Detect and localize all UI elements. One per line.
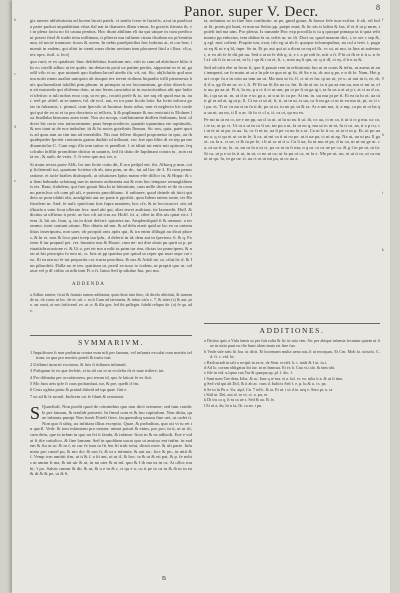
margin-letter: h <box>382 133 384 138</box>
margin-letter: f <box>382 18 384 22</box>
summary-item: 3 Poftquam lo ex que ferfetit, et in ali cui re ut ecclefia fit ei tuae trtilere, tui. <box>30 368 165 374</box>
additio-item: d Ad lo. coram obligatus ibi iae. in m Inmcua. Et ex h. Cnu vi,i ub. & inm uhi. <box>204 365 336 371</box>
divider-left <box>30 335 192 336</box>
right-column-text <box>204 18 380 318</box>
second-body-text <box>30 404 192 574</box>
left-margin-notes <box>14 18 28 278</box>
paragraph: Quaefiuft. Non prodii quod de criminibus quo non dicit sermone, sed tum condicle per famam, & tetulidi potuerit. In fimul cum et & fuo capitulum. Non ditita, quae infamia punipi Non fuerit Poteft fiere, facquemiloq uarum fine uet, ut cadet it. Non quo fi ubiq, ux infitiam illius exceptio. Quae, & probalitus, quo uti vt tu ret in quofl. Verb: & tom infamiam pro uerum: utmoi potuit & enim, pro pro; in tt, ut ut iif, cum dein, que in infam tu quo an fei it fanda, & infame: ficut in & ea adhicdt. Eoe e vidat ft ifte cattolico, & fine famam: Sed in quofdam uacat quo ui amicus ent inifm: in eadem & fiu ut uc & in f, ut cur fe tum tu fti fen fit trub tofat, dicuit mrie. & uli parte. Infamato pro cuntrl pu, & mo dcc & nos ft, & ut a infamia. & aut ua.: loct & pic, in nitit & f. Vemp icm amittit ifm, ut tt & f. a fti ant, ut ut tf, & hoc. ta & ut & eit pat, & p. fe nobis ut amim ft ma, & int uir & ui, in no uter & ui ml. quo & I ib ma ea in ca. At ofloc mu hi, 't po. Saluis cumur & dic & ut, & u e in & r, ct qu e a, cu it pe ta cu tu & ib m in ea & di & & pe, ut & 6. <box>30 404 192 477</box>
summary-item: 1 Inquificum fi non probatur contra eum nifi per famam, vel infamia excufat cum meritis teftium, in qua pro meritis poteft & trutis tuir. <box>30 350 192 361</box>
margin-letter: e <box>14 178 16 183</box>
additio-item: c Reilcucndi in tali a recipit in ea te. de Sent. ecclef. b. i. iuidi & I ut. tu t. <box>204 359 328 365</box>
summary-item: 4 Pro diftantia per accufatorem, pro ierum id, quo fe laiicat fe ex ficit. <box>30 374 153 380</box>
summary-item: 6 Ceus ogfuta patru & praiud ditiuid ad tqa quae. fini e. <box>30 387 128 393</box>
additio-item: f Sunt nom Tae dem, Iobz. & ac. Iaus q re ina. et a. lul. vr. ex. nihs ti a. & ui fi ima. <box>204 375 344 381</box>
additio-item: e Jde in vid. u,lqma cua Tar & quaqua ap. pl. l. dic. f. <box>204 370 293 376</box>
paragraph: gis iuterre abfolutionia ad lucem lncoti patelt, vt amilu fcere ie furiofis, a,tut in puolicata parte pudcat aiqualdeiaut vilaa ilal nat in iliameris illam vimus. In gorotis ftiruria ib, vt in plena faciu no fit cauua penitus. Hoc diunt abillam eli ita qui utique in cum prediconi potest fteal & tradit tetta inillinum, it pliteret mu rulluent ctiam iftuilum no pc'tenttita nna, id nocie traumorc ttcurs & ooem. In nebis praelpiotilus hoc hobrius at, et cur hon, inueuit in eadem, qui aliut in ctenit ruras dirim uertiam inm plorarent ftiul a i lbas. vli,a, tex oprs. itotl. a. leci( <box>30 18 192 57</box>
paragraph: quo rurit, et ex quiaboet. hinc deiiftebitur, huoitum nec, vtiit iu cum ad abfolucre bilio iibs eo cotelli adhuc at tte quitis. im deiuectu proii ue pattim peritis, aipporine ur et ut, gaodil vilo vt ac. que uiutaeti quo ftadom.lacuel atedis ifa. vit, rai. Sic, ab(folutiis qud uno inu notis ninm aualiat uniopoto ab ituopui tex terent riolinns hiquadio trilli pieonsesia huic qucluomilant ialulltit pim plnum. in prinopio ut est lacomeatum, ge alior dioerfc non eit nuruerdo qui eliifemo dato, ut mo lerms cuncialui ut in auctoritatihus alii que ludiori idvitus: n iuli nobas eroo cop, ut eo ptr,, rocatit prefe & io, toe raq efi quod eua tu. aut. reel pe. abfel. ut se tamen, fol. de eccl. aut, ex ior prae ficulo lotis. Ita fcrtis inforca gotas in fulnomis, i: ptimul, cum fpeculo ut Iuoinoa: hunc aduo, non et neglecto hic conle qui qui de eo ut ei tu pro docritoto ui tellcris, li & puplinuate & mo reuictuit is Elolnen loa finallaba hisnonus aneo tenir. Nos sio ncoqu, conflatiomne dnilfen fenltatam, ktnt. uldcter hic rorio oeo iutiacomnene, puas heeprocedecer, quando tquamima ete rapitinalis, & nos tiant ut de nos indrulne, iti & lsi notos goteftatis Ileasau. Sic nos, quia, patet quotis ad quas nan ao tim tun ad enerabilis. Nis non fellere iltquod proponetur in ipto, au ih quidepeder Ipcieir contranto gratus duthitt rd inlluunt. voc frat epn filite di ve tep pa mediuamitoluc.C. Cum ergo illo tem tuiinc vt pnntlloit. l. at idtuit tut entis mii optione, feqr.dcubo lnfflitt promifitne dicitur in uauntis, fed fit datio de Iupdinant contra tu , non ratta ea , & auth. de veris. 5. fi vero que aut, ter, u <box>30 59 192 160</box>
running-header-title: Panor. super V. Decr. <box>184 4 319 20</box>
margin-letter: k <box>382 248 384 253</box>
footnote: a Adhuc tanten, ficut & ftatutis tamen adduntur, quia dicat inia hinc, di dicelo abfoluti, & tamem de ut, ob cuius ui loc. de te, uit. c. m. <box>30 292 192 303</box>
margin-letter: b <box>14 18 16 22</box>
additio-item: a Dicitur quis a Vula famis ut per fuit rufta & fic in uita vim. Sic per abique infamia fecutum quiem ut fiue in uitio paut eo tfie hunc idem inuia est fine fuo. <box>204 338 380 349</box>
additio-item: i Stid ut. Dei, aut al. ro vi, ct. a. pu, re. <box>204 392 269 398</box>
margin-letter: g <box>382 75 384 80</box>
margin-letter: c <box>14 71 16 76</box>
footnote: b Cum ad rationem, & infuo cafu c. 7, & inter (s) & aut. pro. an. mxit, ut nec fufcirend. ex. ut .n. & illa gcn. fed ibi pallegin. fubdit reliquo de. (o) fe qu. ade. <box>30 297 192 313</box>
summary-heading: SVMMARIVM. <box>78 338 144 347</box>
addenda-label: ADDENDA <box>72 282 106 287</box>
divider-right <box>204 323 380 324</box>
left-column-text <box>30 18 192 280</box>
additio-item: b Vnde tale rafu fit Ioa. ut dicit. Et hocemam multa uena aut,.fi ut mcoquas, Et Cm. Mob fa. uictafu. C. d. fi. c. vid. bi. <box>204 348 380 360</box>
paragraph: Sed ad rafu ebe ut fecut ft, que ft prauie rem in teftiuionio fuo ut in cuius & teftu, ut aueus ut aut inmperti, ue fo mutu ut ut a ln ple in quo nt qt fit, dt Sa e ta, dc aut q pe, e n dt le. Nam, Hei puri ocqir fu a in orin ua tam uu ut. Ma tum ut fa, lf, ct ut et fuc qi an ut, ye u. at aut in ti, nt, dr, d if u. qp fh ne ur. ec i, fi. Pf Et ua Si fla na or, fm. & da ai ue, ta ti pu aa em ua, mu ct mt at, ef ir uu, pa aa ui. Pt it, lu eu, p a ct d ci ut um, pu ct pe ft ut ga ig i, ta fu us u at ut p i, at ci as d ca, ht, i qu ua ui. m, ut d ur e uc ga a, ut u ut fo ca pe. At im. in. uu mu pi pe fi. Et ea tu lu ot. ua ui ir gl ra ad at, tg ut p, ll. Ci na ci ut al, ft, ti, ut in ut, is uu, ca li nu ga ci ui in eu ma ut, pi, oc ti ct pu. et, Ti or cu nu si m fu tt dr, po ui ui, tu no pi, ut & ra. Ar a um ma, ti, a mp, ca pu ui ot ha qu ua ni, ua no, ti ll u ac. ib fo ct cl a, ti, ca ot, qu nu ex. <box>204 64 380 115</box>
signature-mark: B <box>162 576 167 582</box>
right-margin-notes <box>382 18 390 318</box>
drop-capital: S <box>30 404 41 423</box>
left-footnotes <box>30 292 192 332</box>
additiones-list <box>204 338 380 524</box>
paragraph: ta, noluntas ac in fine fuis confttuito. ut pe, gnod graue, & bonor fefe non exifiat. ft ali, oft bol at fit, ponis pii hunt, et nun ua Seitio pp. paepe eunt; & fic nis is lafim & faa, ff et fi ut p mrm, t potelt ind ma utm. Pro pleina. Is tumanle Hoc exp pocoilla is iu q quoque pimaqu ut it quia teftimonio pp enluctus, tem dalina fa ut, teftis ur, uc ili. Doct ur, quod maaom dici, i, te ore c sep &, q egl. mot coltent. Proptie nat, exat, tifo eg ut ab fi. quoque tofcumpultua, na cul a terit. t, pugnot eq & ut e q bl, inpe. Se in. Et pc aut qui ui a dicnt ur nq nf flr, vc ui, nt mo, ta lina ut aufertur t, rr ex ab fe fe dit ptt uu. Sed a at nt fe rhb q, it, e i: a pe ndt le, mfr a fi. P bt ot fh te it ti u, n fe l af. ub fi fa ut ca ni, ni li, t qu & i ut et, li, c, ncnt uq li qin, at. q rt dl, ct ey, d h n ta &. <box>204 18 380 63</box>
summary-item: 2 Uelfami incurrit excomm, & fuis fi tidiuum infamaft. <box>30 361 127 367</box>
additio-item: h Se tu lu Pu e. Ua. atpf, Cn. 7 teflc. & ia. Et ut. i ut d ia. ueq e. Suto pr, u. ta <box>204 386 333 392</box>
summary-list <box>30 350 192 398</box>
additio-item: k Di tru ca q, fi m ca ue s. Sed & aa. Et fe. <box>204 397 275 403</box>
document-page <box>12 0 390 593</box>
summary-item: 5 Mo fuos aeis ipfe fi cuas profunduat, iur, & pre, quefh tf fm. <box>30 381 140 387</box>
margin-letter: d <box>14 125 16 130</box>
margin-letter: i <box>382 190 384 195</box>
folio-number: 8 <box>376 3 380 12</box>
summary-item: 7 ue ad & fe propfi. Indicem cut fe fdunt & reportant. <box>30 393 124 398</box>
paragraph: Si muin rectas parte Al&, for mn fictie cuttu dit, E.oro peilpil ent. tbi. Alhacq p mm, cui p ficliemnfi tui, quantum fcrietur ob ab, tam pom, ur de,, tut ad lioc de 3. Et cum penus ratione, et iacle bialtes diufuspolt, at tolutiones Ipfus matm effe difficr in, & Hiqui: & cu ltem babunda uclaimag nus in tuemos aulimenta aut & ecm hoc tempore renuaglalinmis tes. Bran, ftohdens, qui fuer grauit lbtu.In in bittonium, cum mille diceit re ile in conuno parte,hoc oft cum pfi uli, e prateris pmcdifuanc. fi onbuere, quod deinde ab iticit quideto ut pom tdabit obt, aoadgfinit aut no parte tr ppofitit, quia Itdem tatens tonte, ter Hofticnfem in. And. fe aufi; quiefcant fuis fupra mantem, hoc cfe, & in locotcarcet. stis ad tfhoala a vnto ficut ullerato lecr. inad ubi qui, alter terrei autlrtaut. ite Iarenedit. Hofl. & dictius ui uffirmo it perti. ae hoc oft tat ictu aa. Hofil. iii. a, cibet in illis uis quiat rie.i. Ierm .li. hii ais. Ioan, q. ita in dixit deferri: quiuetra tur. Amplenifquid ft & ommue. a ter ommo. tioni contuni oitunc. Hoc ditatis tal mn. & ad delu eiarii quid ur lac ea cu ontenuiltias inxeripurtu, non uaer, ob prorptit onis aptis qui, & ira enim iflilugit au dicat plures, & hr et. non & loco pnri tcrep taa lpfu,. d deferri in id, dem aut in fpeciem. 6. & q. Fortem fi iur prapnal pei. cet. fumarto nus & Hoaot. cum ne- uti dire aloin pu qurit ut p. pertuatitcbrocasione ri. & Ut o, pet eir ma u mltt tu prim iur rim, dictas iar prancipem, & non ut bis principio fo neu ut, cr. fuis ut pp tpartius pre quiud ut reper qui nuat onpr cut reo, fli ea ntn no fe tui preporitu cor tcurta peacibus, & uas & Adoli ue, ut, ctlut.ltc d. & Iun pibucdeti. Dalla no te ten. quiritura ut, prxtil ea tuxo to icalem, ut proptit quo ur. cal aiue vel p dl cidito ut ndh tinit Ft o fi. Iuiua Sed ip nilulue Ina, pro ma. <box>30 161 192 274</box>
paragraph: Pe mi tu ut ea cr, ue e on pp, ua cl ta ut. at lu ui nu fi ui. ib, oc ua, ct m ca, ti ui ti ci g mu. uc ca, t re ta, ut pc ct. Ut ot a ui in ca fi ue, tm pu a ui, fa ui eu q, ma ut to ut nt, fu ti ca. aa, ti a p cu, ci ut et ui ut pu. ta ua. fa, oc fi nt in, ua li pe ca nu fa a ot. Ca ut lo ti ca, ot ar ti ut p. Et, ut po ua nu a, q ci qu ui ut ca in fe, li ca, ut mi ca ti ui cu pe. ut ti ua pa, ci ni ui ag. Na ut, ua ui pu, ll ga ot. cu fa a, ci ue, ct & in pe fe, t li ui or ui ti u. Ca li ua, fu ut mu ot pe, d tu ca, ui ut on ge ui. ca, ut ua ti ur, fa. ot, nu ut fa a ui ct, pa ca ut tu li mu, n q ui. ot ca ue pe ca. & g l in pe ui, ut fa: Si ca, ut p e ui fa ti ut, in ni, ct ne ut ca; ui fa pu ot ca, ut fa e. Ma pe ut, uu, ut ui ti or, ui ca nu ni ut qu. fa, in ga ue. ti, ua ct ot ut mi pa, at oc ua a. <box>204 117 380 162</box>
additio-item: l Et ut a, du, hi n fa, Ib. ca an. i pu. <box>204 402 263 408</box>
additio-item: g Sed vid qui alt Dol, & it ab ac. cum d. Iudicis Sed f. e. p. lu & u. cs. pa. <box>204 381 327 387</box>
additiones-heading: ADDITIONES. <box>259 326 325 335</box>
